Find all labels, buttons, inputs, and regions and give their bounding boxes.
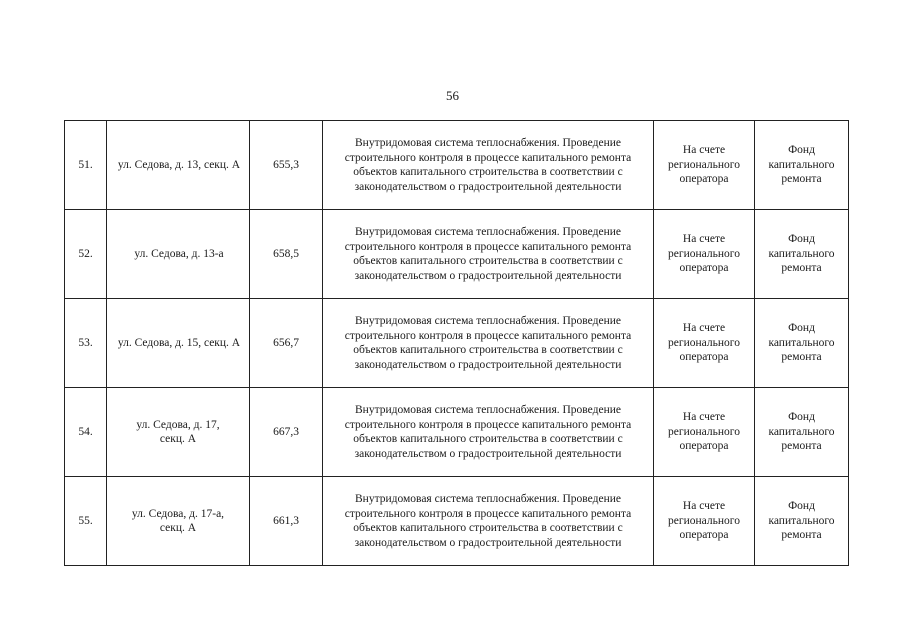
- account-text: На счете регионального оператора: [668, 144, 740, 186]
- repair-works-table: [64, 120, 849, 566]
- address-cell: [107, 121, 250, 210]
- row-number: 53.: [65, 299, 107, 388]
- work-description-cell: [323, 121, 654, 210]
- area-cell: 655,3: [250, 121, 323, 210]
- row-number: 54.: [65, 388, 107, 477]
- account-text: На счете регионального оператора: [668, 322, 740, 364]
- area-cell: 667,3: [250, 388, 323, 477]
- account-text: На счете регионального оператора: [668, 233, 740, 275]
- row-number: 52.: [65, 210, 107, 299]
- fund-text: Фонд капитального ремонта: [768, 500, 835, 542]
- work-description-text: Внутридомовая система теплоснабжения. Проведение строительного контроля в процессе капитального ремонта объектов капитального строительства в соответствии с законодательством о градостроительной деятельности: [344, 404, 632, 460]
- fund-text: Фонд капитального ремонта: [768, 322, 835, 364]
- account-text: На счете регионального оператора: [668, 411, 740, 453]
- page-number: 56: [446, 88, 459, 103]
- account-cell: [654, 299, 755, 388]
- address-cell: [107, 388, 250, 477]
- work-description-cell: [323, 388, 654, 477]
- fund-cell: [755, 121, 849, 210]
- address-text: ул. Седова, д. 13-а: [134, 247, 224, 260]
- work-description-cell: [323, 210, 654, 299]
- row-number: 51.: [65, 121, 107, 210]
- work-description-text: Внутридомовая система теплоснабжения. Проведение строительного контроля в процессе капитального ремонта объектов капитального строительства в соответствии с законодательством о градостроительной деятельности: [344, 226, 632, 282]
- work-description-cell: [323, 477, 654, 566]
- address-text: ул. Седова, д. 17-а, секц. А: [131, 507, 225, 534]
- table-row: [65, 210, 849, 299]
- fund-cell: [755, 477, 849, 566]
- account-cell: [654, 388, 755, 477]
- table-row: [65, 121, 849, 210]
- work-description-text: Внутридомовая система теплоснабжения. Проведение строительного контроля в процессе капитального ремонта объектов капитального строительства в соответствии с законодательством о градостроительной деятельности: [344, 315, 632, 371]
- address-cell: [107, 477, 250, 566]
- work-description-text: Внутридомовая система теплоснабжения. Проведение строительного контроля в процессе капитального ремонта объектов капитального строительства в соответствии с законодательством о градостроительной деятельности: [344, 493, 632, 549]
- fund-text: Фонд капитального ремонта: [768, 144, 835, 186]
- area-cell: 658,5: [250, 210, 323, 299]
- address-cell: [107, 210, 250, 299]
- fund-cell: [755, 299, 849, 388]
- address-text: ул. Седова, д. 17, секц. А: [136, 418, 220, 445]
- address-cell: [107, 299, 250, 388]
- fund-cell: [755, 210, 849, 299]
- fund-text: Фонд капитального ремонта: [768, 411, 835, 453]
- work-description-cell: [323, 299, 654, 388]
- address-text: ул. Седова, д. 13, секц. А: [117, 158, 241, 171]
- work-description-text: Внутридомовая система теплоснабжения. Проведение строительного контроля в процессе капитального ремонта объектов капитального строительства в соответствии с законодательством о градостроительной деятельности: [344, 137, 632, 193]
- fund-text: Фонд капитального ремонта: [768, 233, 835, 275]
- account-cell: [654, 121, 755, 210]
- account-cell: [654, 210, 755, 299]
- row-number: 55.: [65, 477, 107, 566]
- area-cell: 661,3: [250, 477, 323, 566]
- address-text: ул. Седова, д. 15, секц. А: [117, 336, 241, 349]
- table-row: [65, 388, 849, 477]
- account-text: На счете регионального оператора: [668, 500, 740, 542]
- account-cell: [654, 477, 755, 566]
- area-cell: 656,7: [250, 299, 323, 388]
- table-row: [65, 299, 849, 388]
- fund-cell: [755, 388, 849, 477]
- table-row: [65, 477, 849, 566]
